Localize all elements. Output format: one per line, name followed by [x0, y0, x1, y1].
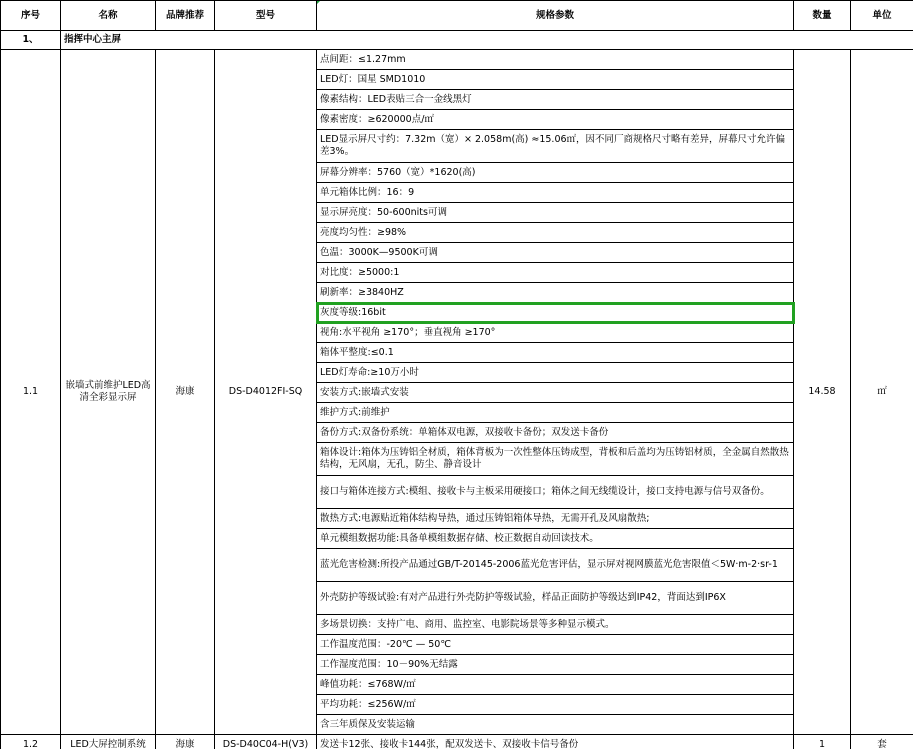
spec-cell[interactable]: 峰值功耗：≤768W/㎡ [317, 675, 794, 695]
spec-cell[interactable]: 平均功耗：≤256W/㎡ [317, 695, 794, 715]
spec-cell[interactable]: 视角:水平视角 ≥170°；垂直视角 ≥170° [317, 323, 794, 343]
spec-cell[interactable]: 色温：3000K—9500K可调 [317, 243, 794, 263]
item-model[interactable]: DS-D4012FI-SQ [215, 50, 317, 735]
spec-cell[interactable]: 单元箱体比例：16：9 [317, 183, 794, 203]
spec-cell[interactable]: 对比度：≥5000:1 [317, 263, 794, 283]
header-spec-label: 规格参数 [535, 9, 574, 21]
item-seq[interactable]: 1.1 [1, 50, 61, 735]
spec-cell[interactable]: 点间距：≤1.27mm [317, 50, 794, 70]
item2-qty[interactable]: 1 [794, 735, 851, 749]
spec-cell[interactable]: 显示屏亮度：50-600nits可调 [317, 203, 794, 223]
spec-cell[interactable]: 刷新率：≥3840HZ [317, 283, 794, 303]
spec-cell[interactable]: 工作温度范围：-20℃ — 50℃ [317, 635, 794, 655]
spec-cell[interactable]: 箱体设计:箱体为压铸铝全材质，箱体背板为一次性整体压铸成型，背板和后盖均为压铸铝材质，全金属自然散热结构，无风扇，无孔，防尘、静音设计 [317, 443, 794, 476]
header-seq[interactable]: 序号 [1, 1, 61, 31]
header-brand[interactable]: 品牌推荐 [156, 1, 215, 31]
spec-cell[interactable]: LED灯：国星 SMD1010 [317, 70, 794, 90]
item2-model[interactable]: DS-D40C04-H(V3) [215, 735, 317, 749]
header-unit[interactable]: 单位 [851, 1, 913, 31]
spec-cell[interactable]: 像素密度：≥620000点/㎡ [317, 110, 794, 130]
item2-brand[interactable]: 海康 [156, 735, 215, 749]
section-title[interactable]: 指挥中心主屏 [61, 31, 913, 50]
spec-cell[interactable]: 外壳防护等级试验:有对产品进行外壳防护等级试验，样品正面防护等级达到IP42，背面达到IP6X [317, 582, 794, 615]
header-qty[interactable]: 数量 [794, 1, 851, 31]
spec-cell[interactable]: 散热方式:电源贴近箱体结构导热，通过压铸铝箱体导热，无需开孔及风扇散热; [317, 509, 794, 529]
spec-cell-selected[interactable]: 灰度等级:16bit [317, 303, 794, 323]
spec-cell[interactable]: 屏幕分辨率：5760（宽）*1620(高) [317, 163, 794, 183]
spec-cell[interactable]: 箱体平整度:≤0.1 [317, 343, 794, 363]
item2-spec[interactable]: 发送卡12张、接收卡144张，配双发送卡、双接收卡信号备份 [317, 735, 794, 749]
item2-name[interactable]: LED大屏控制系统 [61, 735, 156, 749]
section-row [1, 31, 913, 50]
header-name[interactable]: 名称 [61, 1, 156, 31]
spec-cell[interactable]: LED灯寿命:≥10万小时 [317, 363, 794, 383]
comment-marker-icon [317, 1, 322, 6]
spec-cell[interactable]: 亮度均匀性：≥98% [317, 223, 794, 243]
spec-cell[interactable]: 工作湿度范围：10－90%无结露 [317, 655, 794, 675]
item-name[interactable]: 嵌墙式前维护LED高清全彩显示屏 [61, 50, 156, 735]
item2-unit[interactable]: 套 [851, 735, 913, 749]
spec-cell[interactable]: 像素结构：LED表贴三合一金线黑灯 [317, 90, 794, 110]
section-seq[interactable]: 1、 [1, 31, 61, 50]
spec-cell[interactable]: 含三年质保及安装运输 [317, 715, 794, 735]
item2-seq[interactable]: 1.2 [1, 735, 61, 749]
header-row [1, 1, 913, 31]
item-qty[interactable]: 14.58 [794, 50, 851, 735]
spec-cell[interactable]: 接口与箱体连接方式:模组、接收卡与主板采用硬接口；箱体之间无线缆设计，接口支持电源与信号双备份。 [317, 476, 794, 509]
item2-row [1, 735, 913, 749]
spec-row [1, 50, 913, 70]
spec-cell[interactable]: 安装方式:嵌墙式安装 [317, 383, 794, 403]
spec-cell[interactable]: 维护方式:前维护 [317, 403, 794, 423]
header-model[interactable]: 型号 [215, 1, 317, 31]
spec-cell[interactable]: 蓝光危害检测:所投产品通过GB/T-20145-2006蓝光危害评估，显示屏对视网膜蓝光危害限值＜5W·m-2·sr-1 [317, 549, 794, 582]
spec-cell[interactable]: 多场景切换：支持广电、商用、监控室、电影院场景等多种显示模式。 [317, 615, 794, 635]
header-spec[interactable] [317, 1, 794, 31]
spec-cell[interactable]: LED显示屏尺寸约：7.32m（宽）× 2.058m(高) ≈15.06㎡，因不同厂商规格尺寸略有差异，屏幕尺寸允许偏差3%。 [317, 130, 794, 163]
item-brand[interactable]: 海康 [156, 50, 215, 735]
item-unit[interactable]: ㎡ [851, 50, 913, 735]
spec-cell[interactable]: 备份方式:双备份系统：单箱体双电源，双接收卡备份；双发送卡备份 [317, 423, 794, 443]
spec-cell[interactable]: 单元模组数据功能:具备单模组数据存储、校正数据自动回读技术。 [317, 529, 794, 549]
